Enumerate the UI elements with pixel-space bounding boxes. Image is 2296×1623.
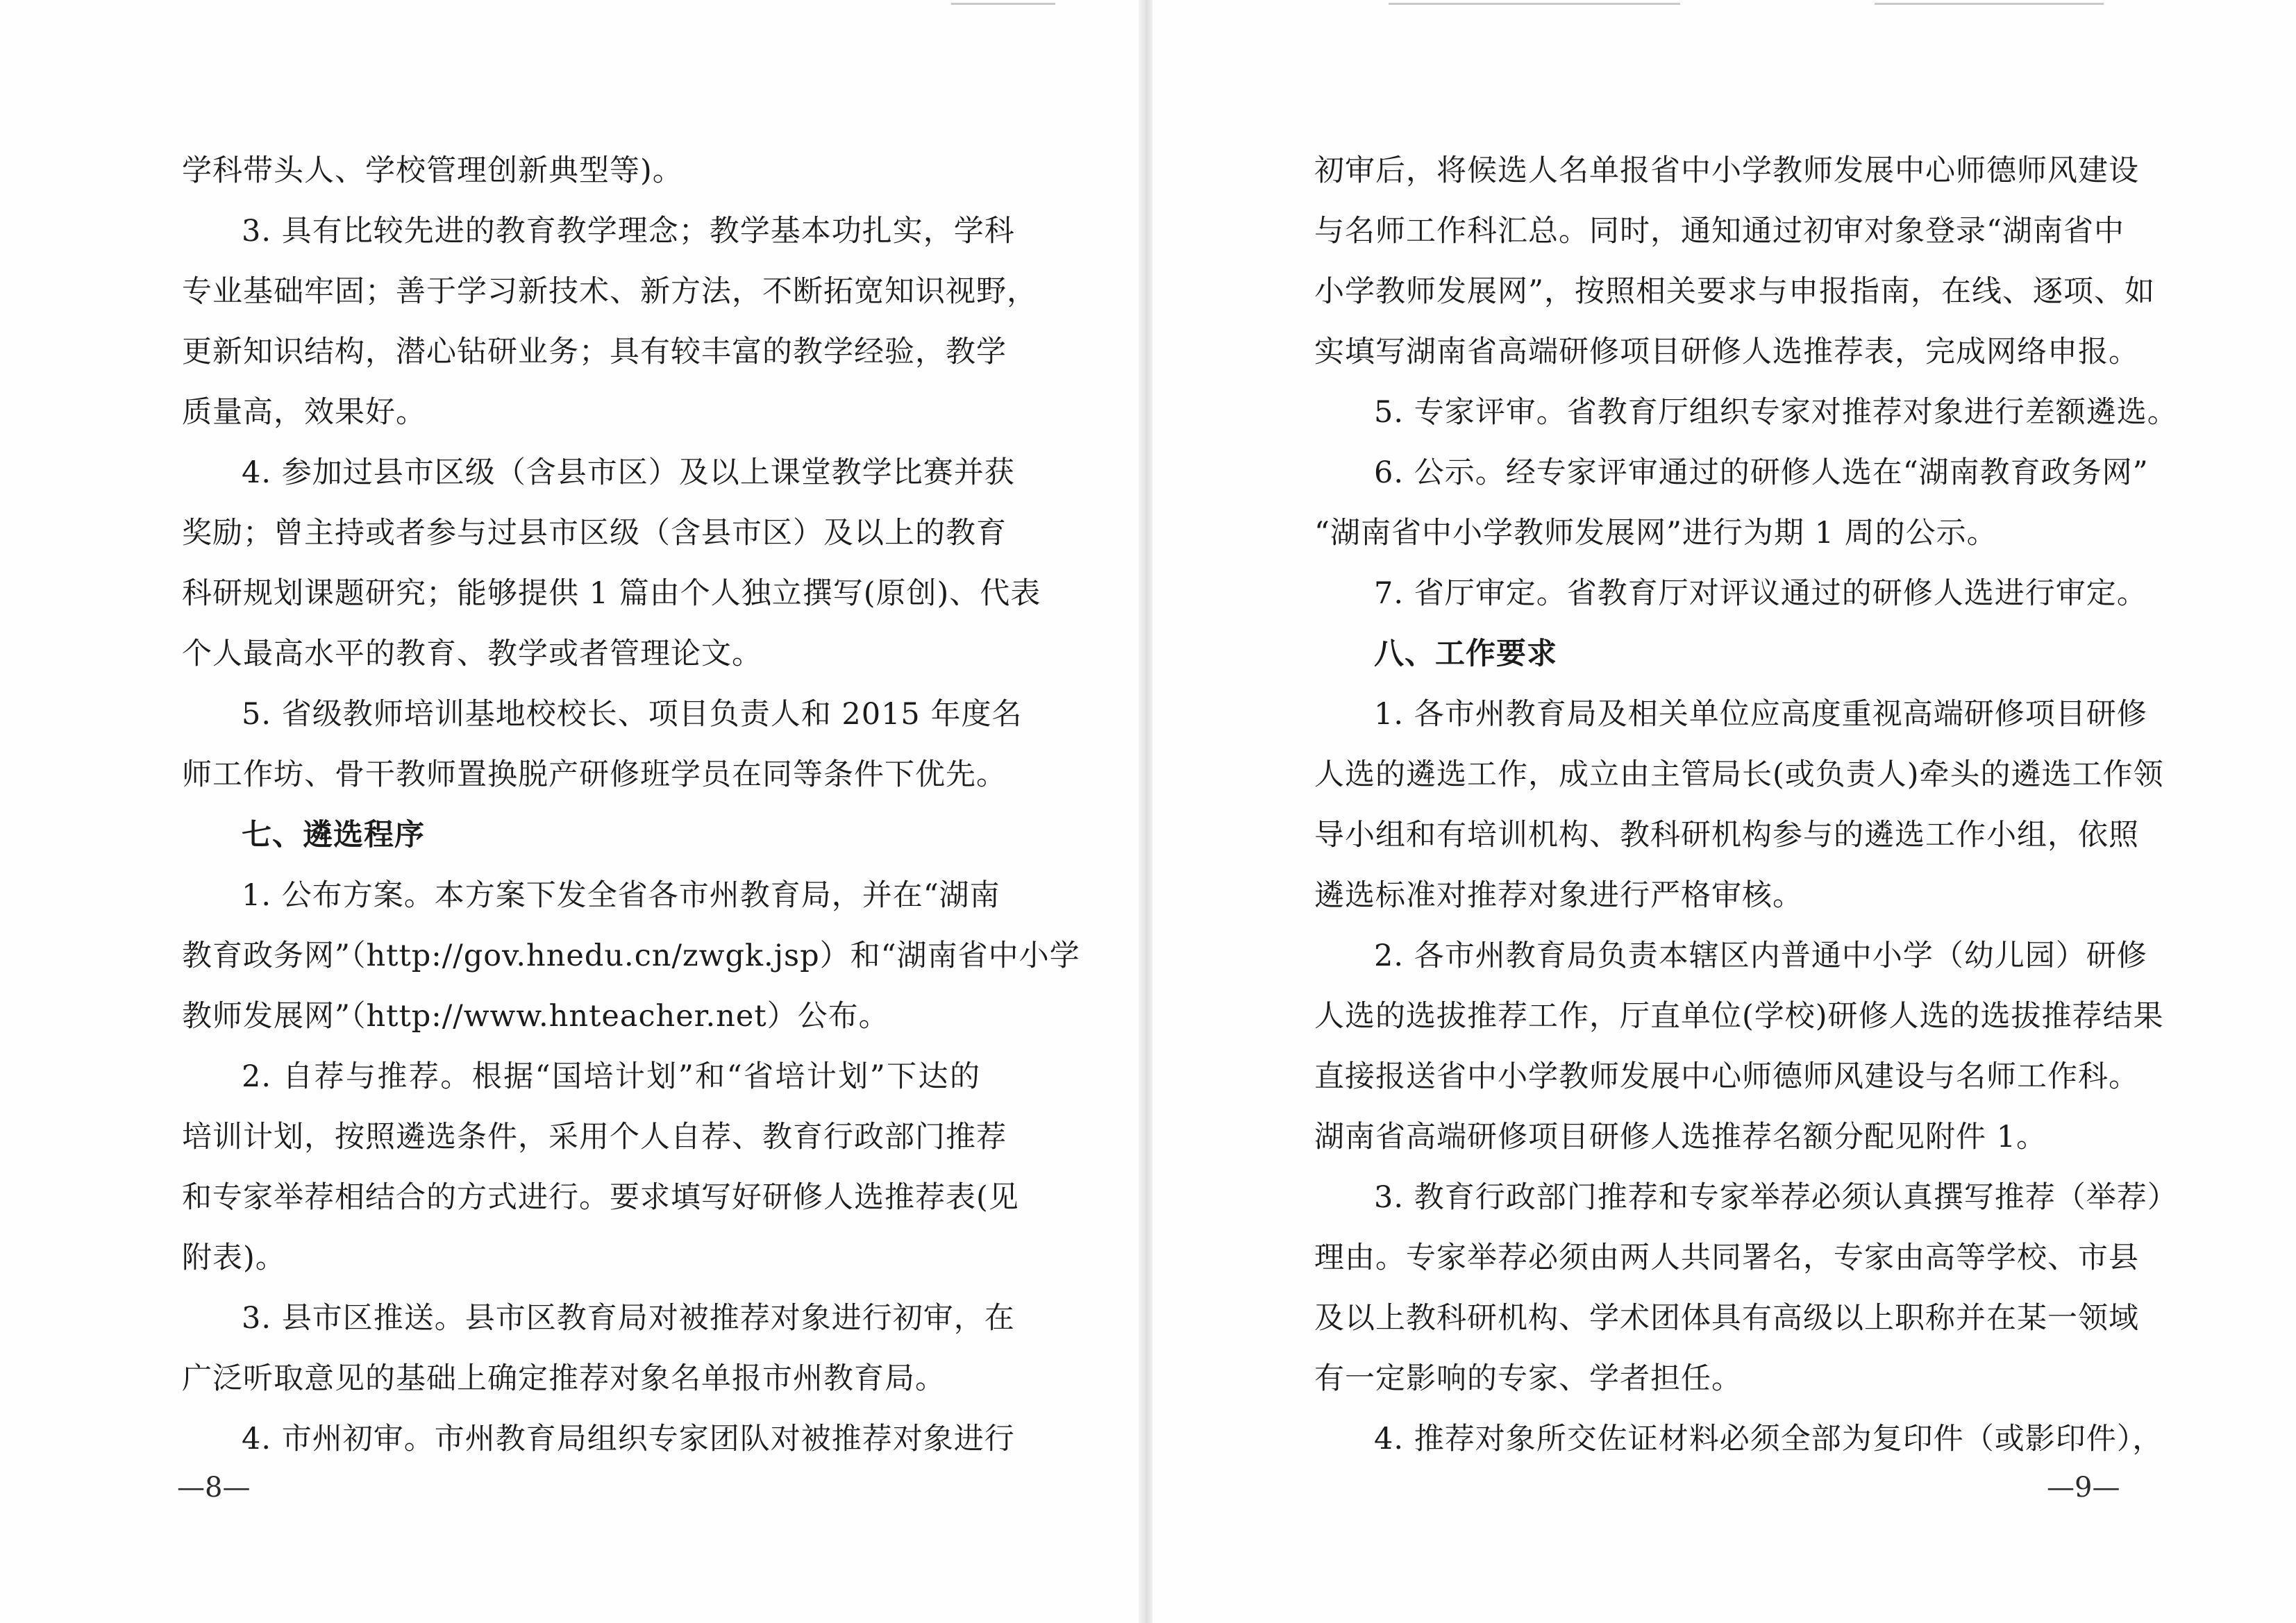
scan-edge-mark xyxy=(1389,3,1680,12)
paragraph-line: 3. 教育行政部门推荐和专家举荐必须认真撰写推荐（举荐） xyxy=(1374,1180,2178,1215)
book-gutter xyxy=(1139,0,1153,1623)
page-number: —8— xyxy=(177,1472,251,1504)
paragraph-line: 个人最高水平的教育、教学或者管理论文。 xyxy=(182,637,762,671)
paragraph-line: 遴选标准对推荐对象进行严格审核。 xyxy=(1314,878,1803,913)
paragraph-line: 学科带头人、学校管理创新典型等)。 xyxy=(182,153,683,188)
page-number: —9— xyxy=(2047,1472,2120,1504)
paragraph-line: 初审后，将候选人名单报省中小学教师发展中心师德师风建设 xyxy=(1314,153,2139,188)
paragraph-line: 5. 省级教师培训基地校校长、项目负责人和 2015 年度名 xyxy=(242,697,1023,732)
paragraph-line: 实填写湖南省高端研修项目研修人选推荐表，完成网络申报。 xyxy=(1314,335,2139,369)
paragraph-line: 导小组和有培训机构、教科研机构参与的遴选工作小组，依照 xyxy=(1314,818,2139,852)
paragraph-line: 质量高，效果好。 xyxy=(182,395,426,430)
paragraph-line: 湖南省高端研修项目研修人选推荐名额分配见附件 1。 xyxy=(1314,1120,2047,1154)
paragraph-line: 1. 各市州教育局及相关单位应高度重视高端研修项目研修 xyxy=(1374,697,2147,732)
left-page xyxy=(0,0,1139,1623)
paragraph-line: 6. 公示。经专家评审通过的研修人选在“湖南教育政务网” xyxy=(1374,455,2149,490)
paragraph-line: 教育政务网”（http://gov.hnedu.cn/zwgk.jsp）和“湖南省中小学 xyxy=(182,939,1080,973)
paragraph-line: 有一定影响的专家、学者担任。 xyxy=(1314,1361,1742,1396)
paragraph-line: 理由。专家举荐必须由两人共同署名，专家由高等学校、市县 xyxy=(1314,1241,2139,1275)
scan-edge-mark xyxy=(951,3,1055,12)
paragraph-line: 和专家举荐相结合的方式进行。要求填写好研修人选推荐表(见 xyxy=(182,1180,1019,1215)
paragraph-line: 附表)。 xyxy=(182,1241,286,1275)
paragraph-line: 1. 公布方案。本方案下发全省各市州教育局，并在“湖南 xyxy=(242,878,1000,913)
paragraph-line: 师工作坊、骨干教师置换脱产研修班学员在同等条件下优先。 xyxy=(182,757,1007,792)
paragraph-line: 4. 参加过县市区级（含县市区）及以上课堂教学比赛并获 xyxy=(242,455,1015,490)
paragraph-line: 人选的选拔推荐工作，厅直单位(学校)研修人选的选拔推荐结果 xyxy=(1314,999,2164,1034)
paragraph-line: 人选的遴选工作，成立由主管局长(或负责人)牵头的遴选工作领 xyxy=(1314,757,2164,792)
paragraph-line: 4. 市州初审。市州教育局组织专家团队对被推荐对象进行 xyxy=(242,1422,1015,1456)
paragraph-line: 4. 推荐对象所交佐证材料必须全部为复印件（或影印件）， xyxy=(1374,1422,2163,1456)
paragraph-line: “湖南省中小学教师发展网”进行为期 1 周的公示。 xyxy=(1314,516,1997,550)
paragraph-line: 2. 自荐与推荐。根据“国培计划”和“省培计划”下达的 xyxy=(242,1059,980,1094)
paragraph-line: 3. 具有比较先进的教育教学理念；教学基本功扎实，学科 xyxy=(242,214,1015,249)
paragraph-line: 3. 县市区推送。县市区教育局对被推荐对象进行初审，在 xyxy=(242,1301,1015,1336)
paragraph-line: 2. 各市州教育局负责本辖区内普通中小学（幼儿园）研修 xyxy=(1374,939,2147,973)
paragraph-line: 科研规划课题研究；能够提供 1 篇由个人独立撰写(原创)、代表 xyxy=(182,576,1041,611)
paragraph-line: 小学教师发展网”，按照相关要求与申报指南，在线、逐项、如 xyxy=(1314,274,2155,309)
paragraph-line: 直接报送省中小学教师发展中心师德师风建设与名师工作科。 xyxy=(1314,1059,2139,1094)
section-heading: 八、工作要求 xyxy=(1374,637,1557,671)
paragraph-line: 奖励；曾主持或者参与过县市区级（含县市区）及以上的教育 xyxy=(182,516,1007,550)
paragraph-line: 更新知识结构，潜心钻研业务；具有较丰富的教学经验，教学 xyxy=(182,335,1007,369)
paragraph-line: 培训计划，按照遴选条件，采用个人自荐、教育行政部门推荐 xyxy=(182,1120,1007,1154)
paragraph-line: 专业基础牢固；善于学习新技术、新方法，不断拓宽知识视野， xyxy=(182,274,1037,309)
section-heading: 七、遴选程序 xyxy=(242,818,425,852)
paragraph-line: 及以上教科研机构、学术团体具有高级以上职称并在某一领域 xyxy=(1314,1301,2139,1336)
paragraph-line: 5. 专家评审。省教育厅组织专家对推荐对象进行差额遴选。 xyxy=(1374,395,2178,430)
scan-edge-mark xyxy=(1875,3,2104,12)
paragraph-line: 与名师工作科汇总。同时，通知通过初审对象登录“湖南省中 xyxy=(1314,214,2125,249)
paragraph-line: 广泛听取意见的基础上确定推荐对象名单报市州教育局。 xyxy=(182,1361,946,1396)
paragraph-line: 教师发展网”（http://www.hnteacher.net）公布。 xyxy=(182,999,889,1034)
paragraph-line: 7. 省厅审定。省教育厅对评议通过的研修人选进行审定。 xyxy=(1374,576,2147,611)
